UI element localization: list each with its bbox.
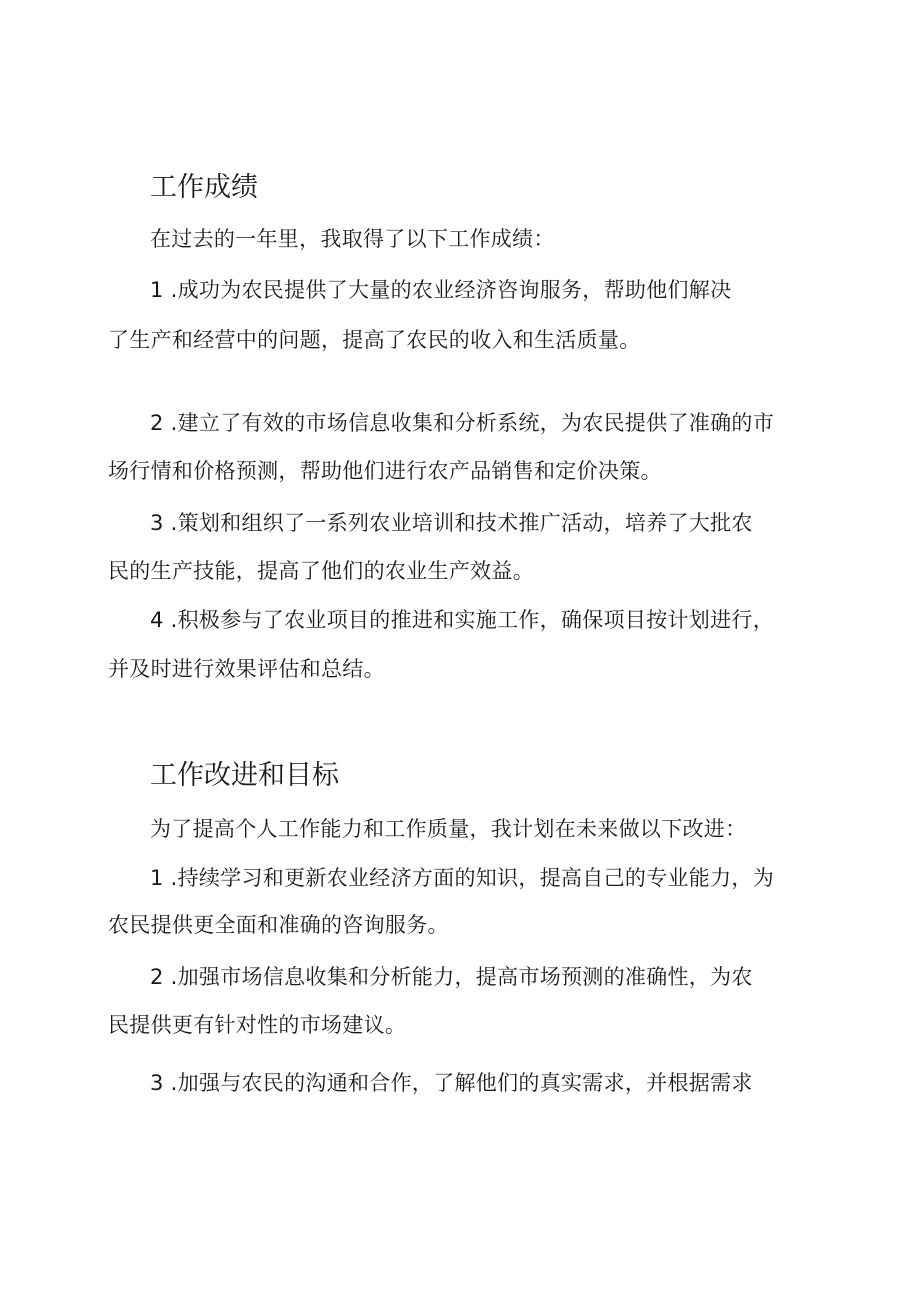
list-item-line: 4 .积极参与了农业项目的推进和实施工作，确保项目按计划进行， bbox=[150, 608, 775, 632]
list-item-line: 3 .加强与农民的沟通和合作，了解他们的真实需求，并根据需求 bbox=[150, 1071, 753, 1095]
list-item-line: 3 .策划和组织了一系列农业培训和技术推广活动，培养了大批农 bbox=[150, 511, 753, 535]
section-heading-achievements: 工作成绩 bbox=[150, 172, 258, 203]
section-heading-improvement: 工作改进和目标 bbox=[150, 760, 339, 791]
list-item-line: 民的生产技能，提高了他们的农业生产效益。 bbox=[108, 559, 534, 583]
list-item-line: 了生产和经营中的问题，提高了农民的收入和生活质量。 bbox=[108, 328, 641, 352]
list-item-line: 场行情和价格预测，帮助他们进行农产品销售和定价决策。 bbox=[108, 459, 662, 483]
list-item-line: 民提供更有针对性的市场建议。 bbox=[108, 1013, 407, 1037]
section-intro: 在过去的一年里，我取得了以下工作成绩： bbox=[150, 227, 555, 251]
list-item-line: 并及时进行效果评估和总结。 bbox=[108, 657, 385, 681]
list-item-line: 1 .持续学习和更新农业经济方面的知识，提高自己的专业能力，为 bbox=[150, 866, 775, 890]
list-item-line: 2 .加强市场信息收集和分析能力，提高市场预测的准确性，为农 bbox=[150, 965, 753, 989]
section-intro: 为了提高个人工作能力和工作质量，我计划在未来做以下改进： bbox=[150, 817, 747, 841]
list-item-line: 农民提供更全面和准确的咨询服务。 bbox=[108, 913, 449, 937]
list-item-line: 2 .建立了有效的市场信息收集和分析系统，为农民提供了准确的市 bbox=[150, 411, 775, 435]
list-item-line: 1 .成功为农民提供了大量的农业经济咨询服务，帮助他们解决 bbox=[150, 278, 732, 302]
